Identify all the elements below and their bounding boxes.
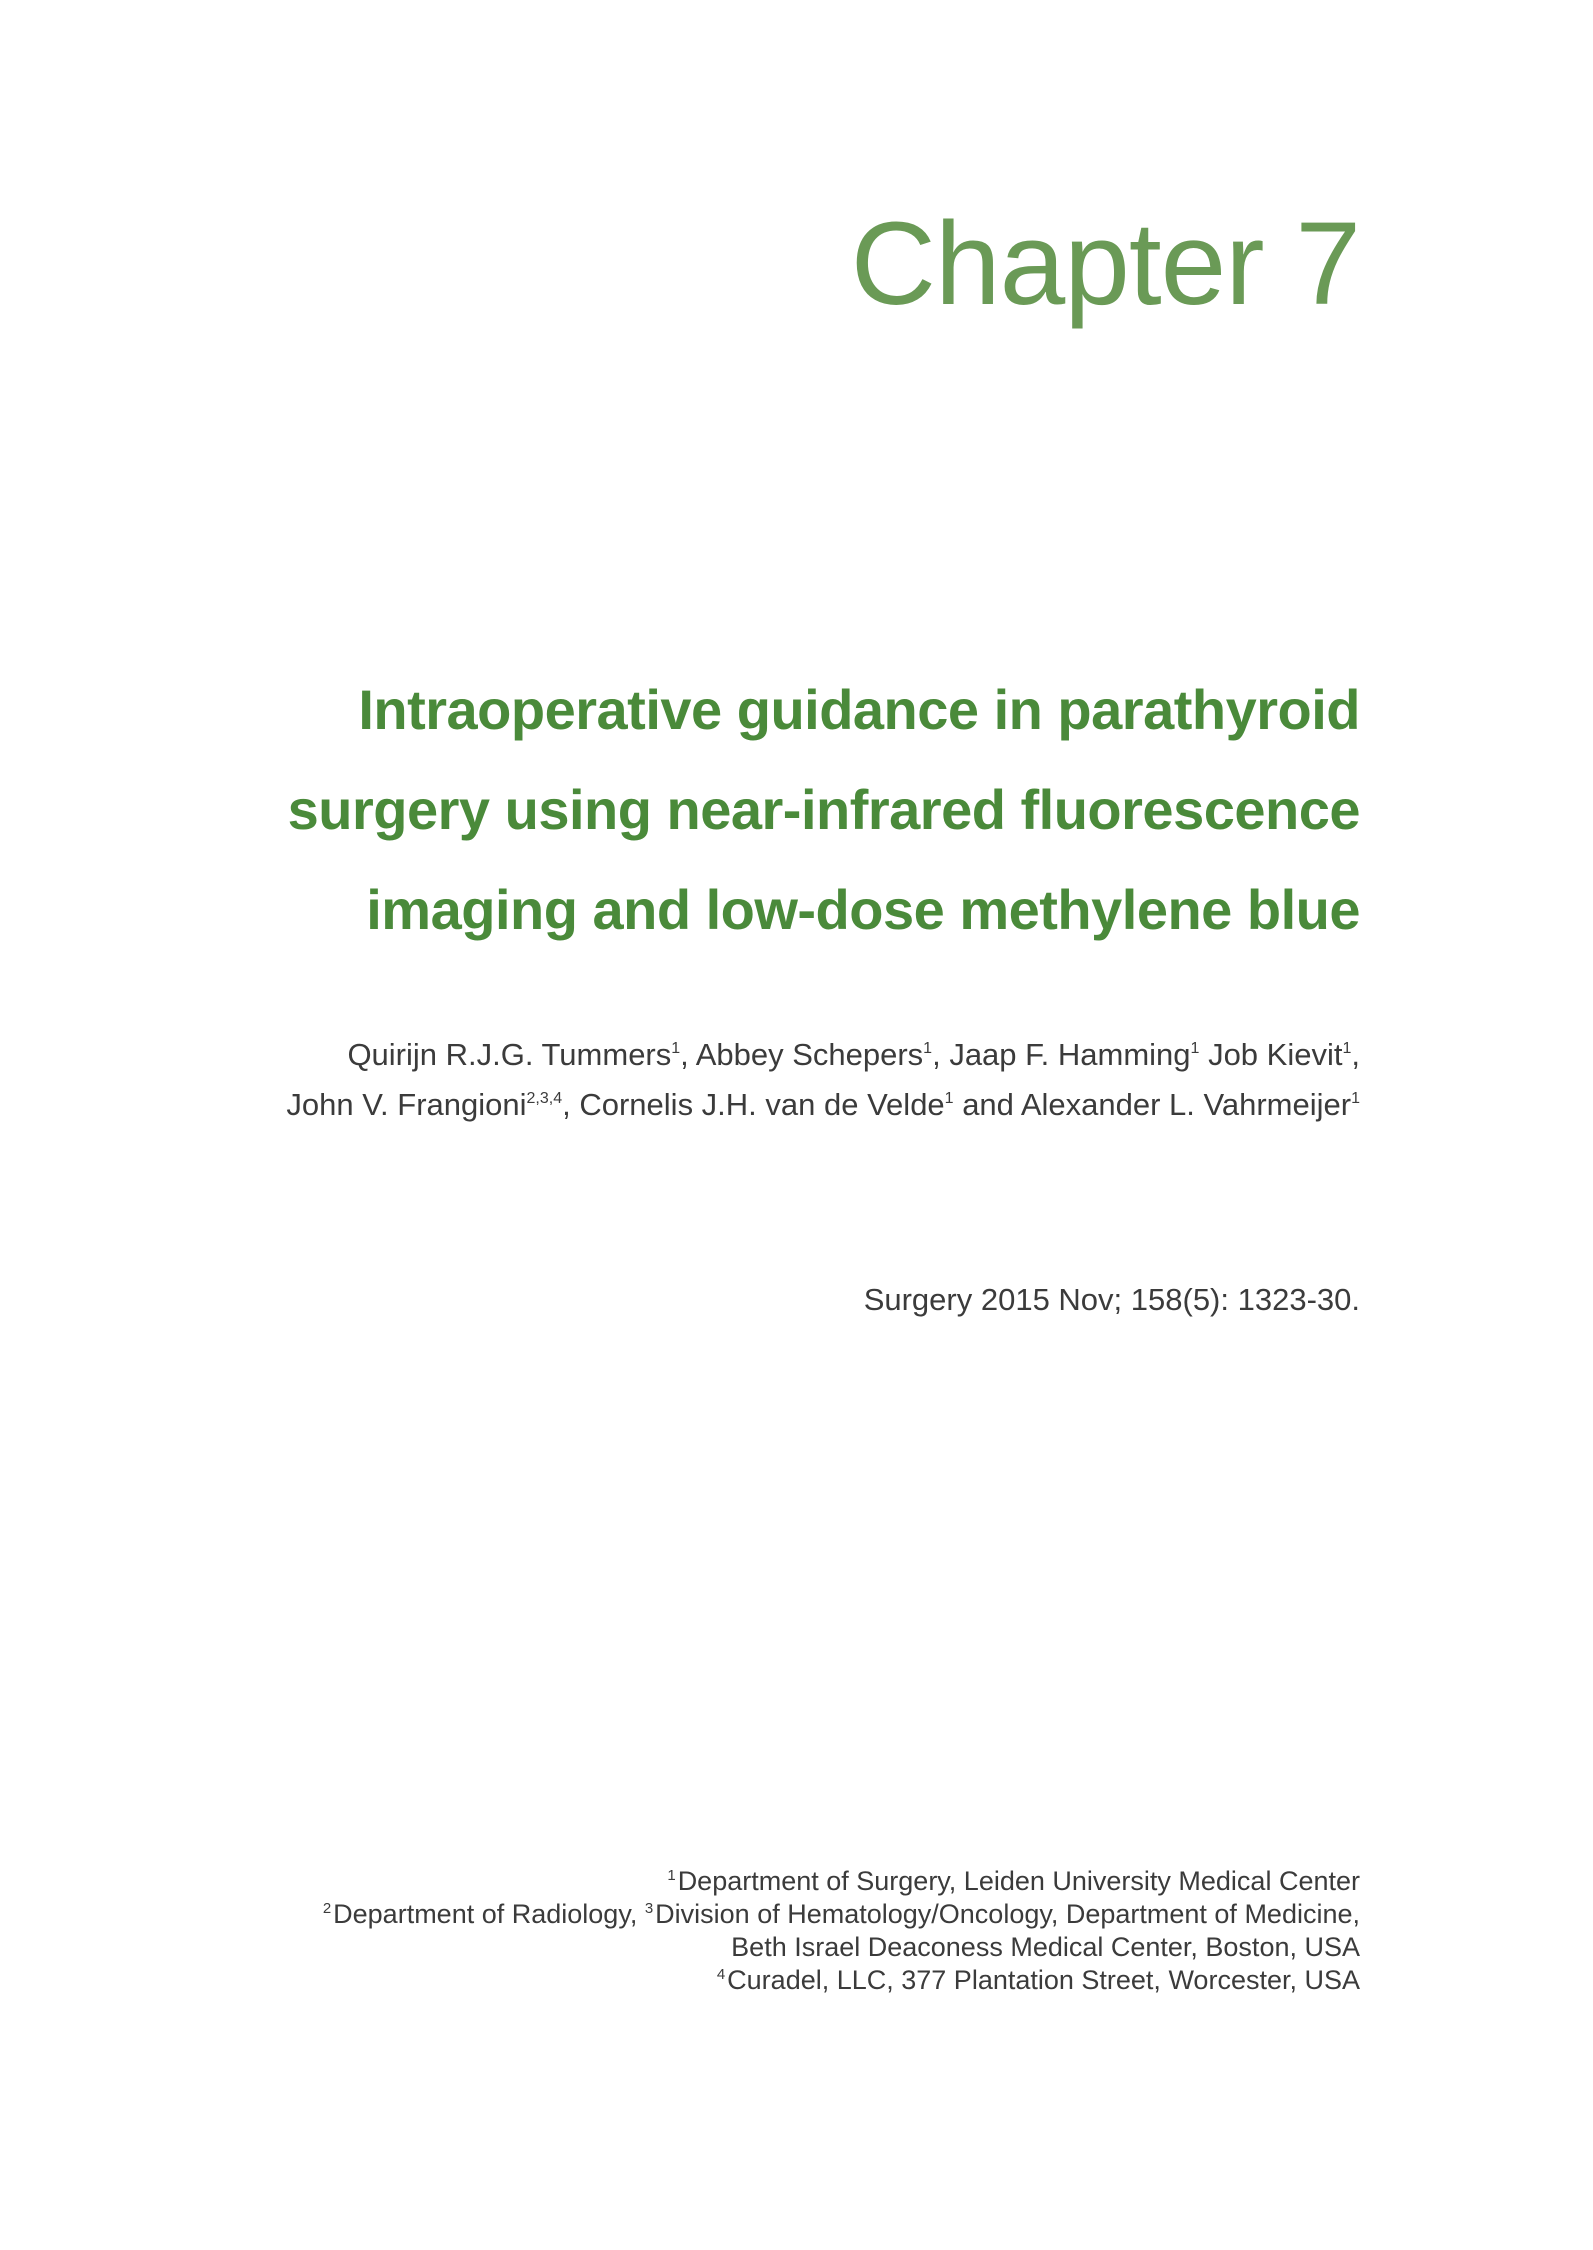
author-name: Abbey Schepers xyxy=(695,1037,924,1072)
title-line-1: Intraoperative guidance in parathyroid xyxy=(358,678,1360,741)
author-affiliation-mark: 1 xyxy=(923,1040,933,1057)
author-separator: , xyxy=(932,1037,950,1072)
affiliation-text: Division of Hematology/Oncology, Department of Medicine, xyxy=(655,1899,1360,1929)
affiliation-text: Department of Radiology, xyxy=(333,1899,645,1929)
author-affiliation-mark: 1 xyxy=(1190,1040,1200,1057)
author-name: Alexander L. Vahrmeijer xyxy=(1020,1087,1352,1122)
author-affiliation-mark: 1 xyxy=(944,1090,954,1107)
affiliation-text: Department of Surgery, Leiden University Medical Center xyxy=(677,1866,1360,1896)
author-separator: , xyxy=(680,1037,696,1072)
author-separator: , xyxy=(562,1087,580,1122)
affiliation-mark: 2 xyxy=(322,1900,332,1917)
affiliation-line-2 xyxy=(210,1898,1360,1931)
author-affiliation-mark: 1 xyxy=(1351,1090,1360,1107)
affiliation-mark: 4 xyxy=(716,1966,726,1983)
article-title xyxy=(210,660,1360,960)
affiliation-mark: 3 xyxy=(644,1900,654,1917)
author-line-2 xyxy=(210,1080,1360,1130)
author-name: Cornelis J.H. van de Velde xyxy=(579,1087,945,1122)
affiliation-list xyxy=(210,1865,1360,1997)
author-affiliation-mark: 1 xyxy=(671,1040,681,1057)
author-separator: , xyxy=(1351,1037,1360,1072)
author-separator xyxy=(1199,1037,1208,1072)
author-list xyxy=(210,1030,1360,1130)
author-name: Jaap F. Hamming xyxy=(949,1037,1191,1072)
author-name: Job Kievit xyxy=(1208,1037,1343,1072)
author-line-1 xyxy=(210,1030,1360,1080)
author-name: John V. Frangioni xyxy=(286,1087,527,1122)
affiliation-line-4 xyxy=(210,1964,1360,1997)
author-separator: and xyxy=(953,1087,1021,1122)
affiliation-text: Curadel, LLC, 377 Plantation Street, Worcester, USA xyxy=(727,1965,1360,1995)
affiliation-mark: 1 xyxy=(667,1867,676,1884)
title-line-2: surgery using near-infrared fluorescence xyxy=(287,778,1360,841)
journal-citation: Surgery 2015 Nov; 158(5): 1323-30. xyxy=(863,1282,1360,1317)
affiliation-line-3: Beth Israel Deaconess Medical Center, Boston, USA xyxy=(731,1932,1360,1962)
author-affiliation-mark: 1 xyxy=(1342,1040,1352,1057)
affiliation-line-1 xyxy=(210,1865,1360,1898)
author-affiliation-mark: 2,3,4 xyxy=(526,1090,563,1107)
title-line-3: imaging and low-dose methylene blue xyxy=(366,878,1360,941)
author-name: Quirijn R.J.G. Tummers xyxy=(347,1037,672,1072)
chapter-heading: Chapter 7 xyxy=(850,198,1360,330)
